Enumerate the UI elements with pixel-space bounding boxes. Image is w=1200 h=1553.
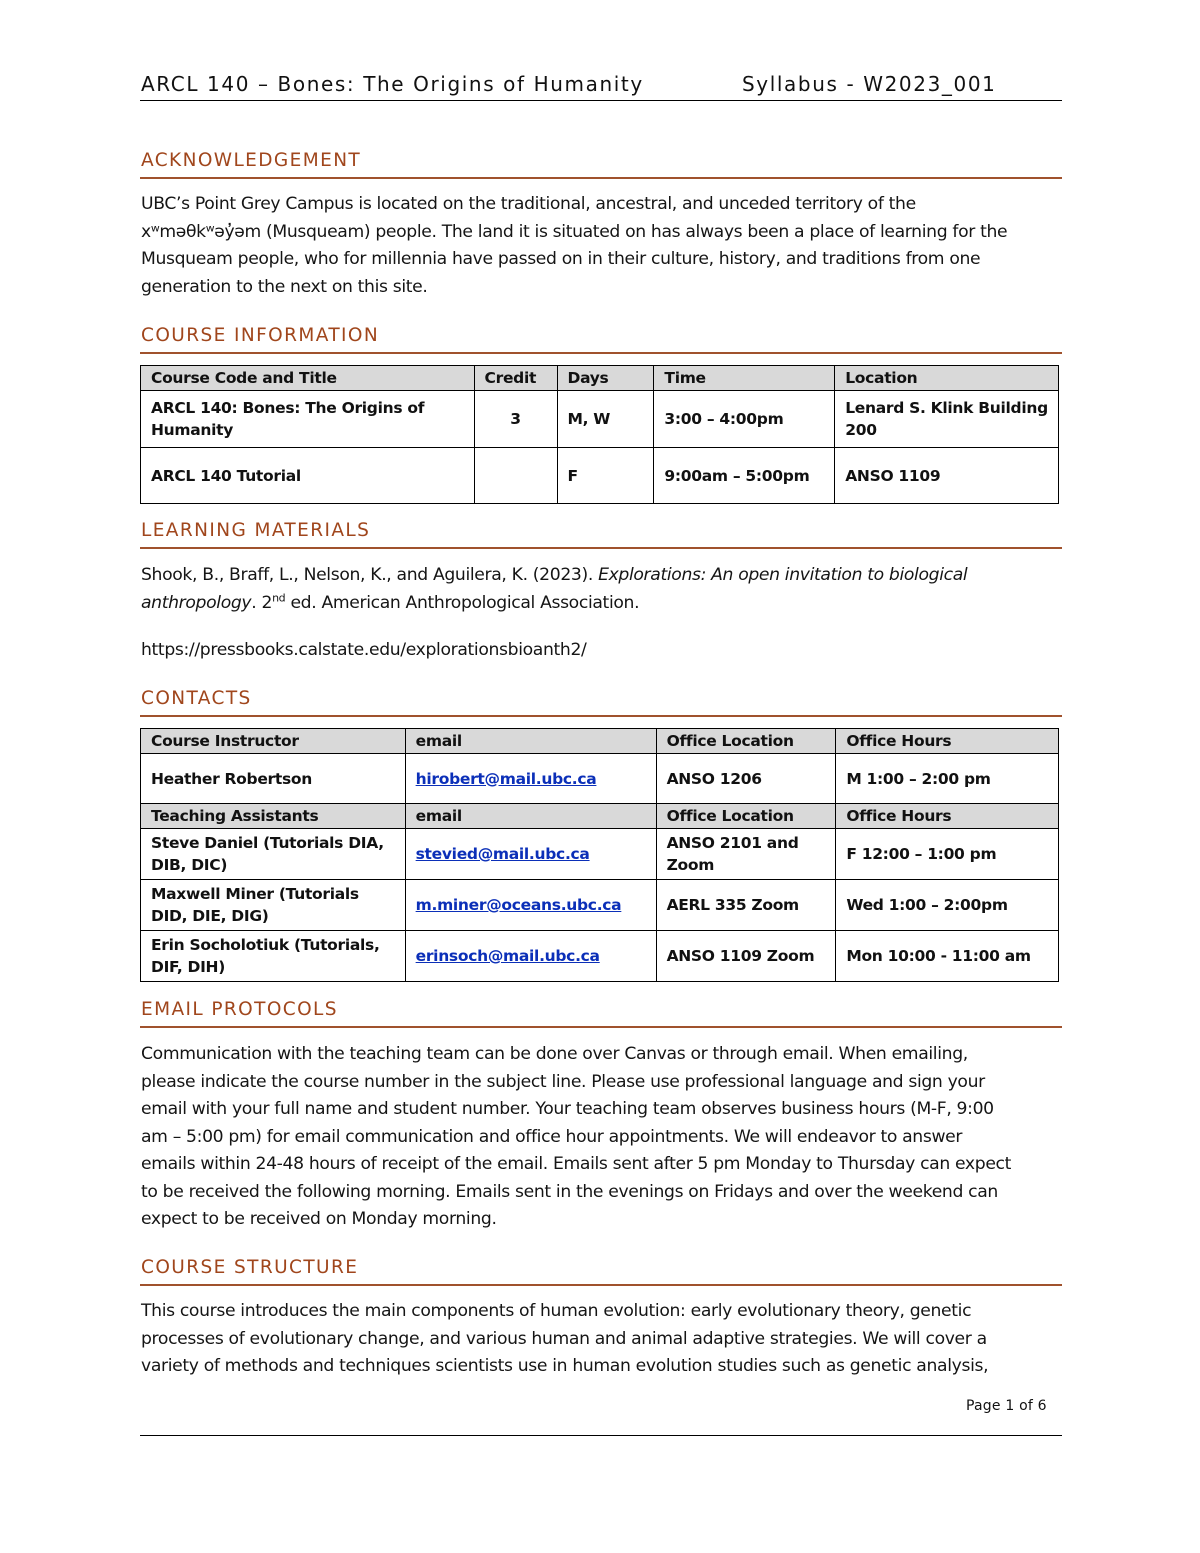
page-number: Page 1 of 6: [966, 1398, 1047, 1414]
table-cell: ARCL 140 Tutorial: [141, 448, 475, 504]
ta-office: ANSO 2101 and Zoom: [656, 829, 836, 880]
table-row: [141, 448, 1059, 504]
table-header-row: [141, 804, 1059, 829]
table-cell: [474, 448, 557, 504]
instructor-email-link[interactable]: hirobert@mail.ubc.ca: [415, 769, 597, 788]
course-information-heading: COURSE INFORMATION: [140, 325, 1062, 354]
col-header: Credit: [474, 366, 557, 391]
col-header: email: [405, 804, 656, 829]
ta-name: Steve Daniel (Tutorials DIA, DIB, DIC): [141, 829, 406, 880]
table-cell: Lenard S. Klink Building 200: [835, 391, 1059, 448]
table-cell: 3:00 – 4:00pm: [654, 391, 835, 448]
ta-name: Maxwell Miner (Tutorials DID, DIE, DIG): [141, 880, 406, 931]
col-header: Teaching Assistants: [141, 804, 406, 829]
contacts-table: [140, 728, 1059, 982]
ta-email-link[interactable]: stevied@mail.ubc.ca: [415, 845, 590, 863]
header-course-title: ARCL 140 – Bones: The Origins of Humanity: [141, 72, 644, 96]
ta-email-link[interactable]: erinsoch@mail.ubc.ca: [415, 947, 600, 965]
email-protocols-heading: EMAIL PROTOCOLS: [140, 999, 1062, 1028]
course-structure-text: This course introduces the main components of human evolution: early evolutionary theory, genetic processes of evolutionary change, and various human and animal adaptive strategies. We will cover a variety of methods and techniques scientists use in human evolution studies such as genetic analysis,: [141, 1301, 989, 1376]
course-information-table: [140, 365, 1059, 504]
col-header: Office Location: [656, 804, 836, 829]
table-cell: ANSO 1109: [835, 448, 1059, 504]
citation-title: Explorations: An open invitation to biological: [598, 565, 968, 585]
col-header: Days: [557, 366, 654, 391]
contacts-heading: CONTACTS: [140, 688, 1062, 717]
ta-office: AERL 335 Zoom: [656, 880, 836, 931]
acknowledgement-heading: ACKNOWLEDGEMENT: [140, 150, 1062, 179]
table-cell: 3: [474, 391, 557, 448]
col-header: Office Hours: [836, 804, 1059, 829]
ta-hours: F 12:00 – 1:00 pm: [836, 829, 1059, 880]
textbook-url[interactable]: https://pressbooks.calstate.edu/explorationsbioanth2/: [141, 640, 587, 660]
header-syllabus-label: Syllabus - W2023_001: [742, 72, 997, 96]
table-header-row: [141, 729, 1059, 754]
table-cell: M, W: [557, 391, 654, 448]
table-cell: F: [557, 448, 654, 504]
citation-title-cont: anthropology: [141, 592, 252, 613]
table-header-row: [141, 366, 1059, 391]
ta-row: [141, 829, 1059, 880]
running-header: [140, 70, 1062, 101]
citation: Shook, B., Braff, L., Nelson, K., and Aguilera, K. (2023). Explorations: An open invitation to biological anthropology. 2nd ed. American Anthropological Association.: [141, 565, 968, 613]
ta-office: ANSO 1109 Zoom: [656, 931, 836, 982]
acknowledgement-text: UBC’s Point Grey Campus is located on the traditional, ancestral, and unceded territory of the xʷməθkʷəy̓əm (Musqueam) people. The land it is situated on has always been a place of learning for the Musqueam people, who for millennia have passed on in their culture, history, and traditions from one generation to the next on this site.: [141, 194, 1008, 297]
col-header: Time: [654, 366, 835, 391]
table-cell: ARCL 140: Bones: The Origins of Humanity: [141, 391, 475, 448]
table-cell: 9:00am – 5:00pm: [654, 448, 835, 504]
instructor-name: Heather Robertson: [141, 754, 406, 804]
col-header: Location: [835, 366, 1059, 391]
col-header: email: [405, 729, 656, 754]
instructor-row: [141, 754, 1059, 804]
instructor-office: ANSO 1206: [656, 754, 836, 804]
ta-hours: Wed 1:00 – 2:00pm: [836, 880, 1059, 931]
citation-authors: Shook, B., Braff, L., Nelson, K., and Aguilera, K. (2023).: [141, 565, 599, 585]
col-header: Office Hours: [836, 729, 1059, 754]
ta-hours: Mon 10:00 - 11:00 am: [836, 931, 1059, 982]
ta-row: [141, 880, 1059, 931]
footer-divider: [140, 1435, 1062, 1436]
ta-name: Erin Socholotiuk (Tutorials, DIF, DIH): [141, 931, 406, 982]
col-header: Course Code and Title: [141, 366, 475, 391]
email-protocols-text: Communication with the teaching team can be done over Canvas or through email. When emailing, please indicate the course number in the subject line. Please use professional language and sign your email with your full name and student number. Your teaching team observes business hours (M-F, 9:00 am – 5:00 pm) for email communication and office hour appointments. We will endeavor to answer emails within 24-48 hours of receipt of the email. Emails sent after 5 pm Monday to Thursday can expect to be received the following morning. Emails sent in the evenings on Fridays and over the weekend can expect to be received on Monday morning.: [141, 1044, 1012, 1229]
course-structure-heading: COURSE STRUCTURE: [140, 1257, 1062, 1286]
table-row: [141, 391, 1059, 448]
instructor-hours: M 1:00 – 2:00 pm: [836, 754, 1059, 804]
learning-materials-heading: LEARNING MATERIALS: [140, 520, 1062, 549]
col-header: Office Location: [656, 729, 836, 754]
ta-email-link[interactable]: m.miner@oceans.ubc.ca: [415, 896, 622, 914]
col-header: Course Instructor: [141, 729, 406, 754]
ta-row: [141, 931, 1059, 982]
